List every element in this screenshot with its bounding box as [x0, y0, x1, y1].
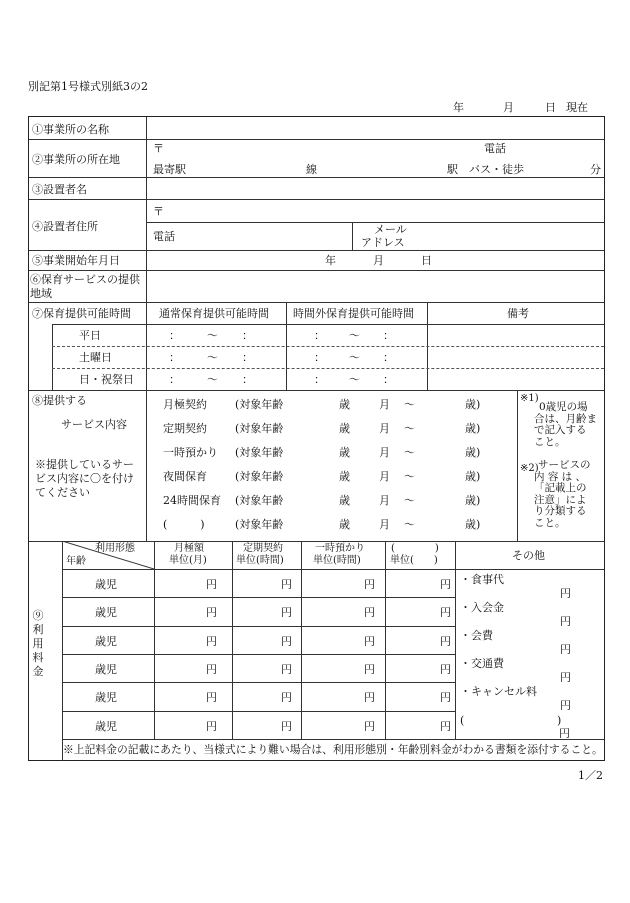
age-unit: 歳 [339, 398, 350, 411]
start-date-label: ⑤事業開始年月日 [32, 254, 120, 267]
month-unit: 月 [379, 494, 390, 507]
application-form-table [28, 116, 605, 761]
other-fee-item: ・キャンセル料 [460, 685, 537, 698]
note2-line: 注意」によ [534, 493, 587, 506]
date-month-label: 月 [503, 101, 514, 114]
other-header: その他 [512, 549, 545, 562]
hours-separator: ： [383, 351, 394, 364]
hours-separator: 〜 [349, 351, 360, 364]
age-unit: 歳 [339, 494, 350, 507]
other-fee-item: ・会費 [460, 629, 493, 642]
other-paren-open: ( [460, 714, 465, 727]
hours-separator: 〜 [349, 373, 360, 386]
note1-line: こと。 [534, 435, 566, 448]
age-header: 年齢 [66, 556, 86, 567]
hours-separator: 〜 [207, 329, 218, 342]
yen-unit: 円 [281, 634, 292, 648]
other-paren-close: ) [557, 714, 562, 727]
regular-contract-header-2: 単位(時間) [236, 555, 284, 566]
day-label: 平日 [79, 329, 101, 342]
yen-unit: 円 [440, 691, 451, 705]
custom-header-1: ( ) [391, 543, 439, 554]
month-unit: 月 [379, 470, 390, 483]
age-close: 歳) [465, 398, 481, 411]
target-age-label: (対象年齢 [235, 398, 284, 411]
fees-label: ⑨利用料金 [32, 609, 44, 678]
start-day-label: 日 [421, 254, 432, 267]
hours-separator: ： [242, 329, 253, 342]
hours-separator: ： [314, 329, 325, 342]
day-label: 土曜日 [79, 351, 112, 364]
age-row-label: 歳児 [95, 691, 117, 705]
yen-unit: 円 [440, 719, 451, 733]
hours-separator: ： [242, 373, 253, 386]
founder-address-label: ④設置者住所 [32, 220, 98, 233]
age-unit: 歳 [339, 422, 350, 435]
line-label: 線 [306, 163, 317, 176]
range-tilde: 〜 [404, 494, 415, 507]
custom-header-2: 単位( ) [390, 555, 438, 566]
service-item: 夜間保育 [163, 470, 207, 483]
other-fee-item: ・入会金 [460, 601, 504, 614]
other-custom-yen: 円 [559, 727, 570, 740]
address-phone-label: 電話 [484, 142, 506, 155]
target-age-label: (対象年齢 [235, 422, 284, 435]
monthly-header-1: 月極額 [174, 543, 204, 554]
note2-line: 「記載上の [534, 482, 587, 494]
hours-separator: 〜 [349, 329, 360, 342]
other-fee-yen: 円 [560, 587, 571, 600]
age-close: 歳) [465, 494, 481, 507]
age-close: 歳) [465, 518, 481, 531]
note1-line: 0歳児の場 [539, 401, 588, 413]
note1-line: で記入する [534, 424, 587, 436]
fees-footnote: ※上記料金の記載にあたり、当様式により難い場合は、利用形態別・年齢別料金がわかる書類を添付すること。 [63, 743, 603, 756]
date-current-label: 現在 [566, 101, 588, 114]
founder-name-label: ③設置者名 [32, 183, 87, 196]
note2-line: 内 容 は 、 [534, 470, 587, 483]
date-day-label: 日 [545, 101, 556, 114]
nearest-station-label: 最寄駅 [153, 163, 186, 176]
age-row-label: 歳児 [95, 662, 117, 676]
day-label: 日・祝祭日 [79, 373, 134, 386]
hours-separator: ： [383, 329, 394, 342]
usage-type-header: 利用形態 [95, 543, 135, 554]
yen-unit: 円 [206, 578, 217, 591]
start-year-label: 年 [325, 254, 336, 267]
target-age-label: (対象年齢 [235, 446, 284, 459]
services-instruction-1: ※提供しているサー [35, 458, 134, 471]
note2-line: こと。 [534, 516, 566, 529]
service-area-label-1: ⑥保育サービスの提供 [30, 273, 140, 286]
hours-separator: ： [169, 351, 180, 364]
range-tilde: 〜 [404, 446, 415, 459]
other-fee-yen: 円 [560, 699, 571, 712]
station-label: 駅 [447, 163, 458, 176]
minutes-label: 分 [590, 163, 601, 176]
other-fee-item: ・食事代 [460, 573, 504, 586]
note1-line: 合は、月齢ま [534, 412, 597, 425]
hours-separator: ： [383, 373, 394, 386]
month-unit: 月 [379, 422, 390, 435]
service-item: 月極契約 [163, 398, 207, 411]
yen-unit: 円 [206, 662, 217, 676]
start-month-label: 月 [373, 254, 384, 267]
other-fee-yen: 円 [560, 615, 571, 628]
yen-unit: 円 [206, 719, 217, 733]
yen-unit: 円 [281, 719, 292, 733]
hours-label: ⑦保育提供可能時間 [32, 307, 131, 320]
founder-postal-mark: 〒 [153, 205, 164, 218]
mail-label-2: アドレス [361, 236, 405, 249]
service-item: 24時間保育 [163, 494, 221, 507]
hours-separator: 〜 [207, 373, 218, 386]
hours-separator: ： [169, 329, 180, 342]
yen-unit: 円 [364, 719, 375, 733]
other-fee-item: ・交通費 [460, 657, 504, 670]
note1-mark: ※1) [520, 393, 539, 404]
target-age-label: (対象年齢 [235, 494, 284, 507]
note2-mark: ※2) [520, 463, 539, 474]
yen-unit: 円 [440, 578, 451, 591]
services-label: ⑧提供する [32, 394, 87, 407]
yen-unit: 円 [281, 662, 292, 676]
yen-unit: 円 [281, 691, 292, 705]
service-area-label-2: 地域 [30, 287, 52, 300]
services-sublabel: サービス内容 [61, 418, 127, 431]
founder-phone-label: 電話 [153, 230, 175, 243]
remarks-header: 備考 [507, 307, 529, 320]
hours-separator: 〜 [207, 351, 218, 364]
note2-line: り分類する [534, 505, 587, 517]
date-year-label: 年 [453, 101, 464, 114]
extra-hours-header: 時間外保育提供可能時間 [293, 307, 414, 320]
yen-unit: 円 [281, 606, 292, 620]
mail-label-1: メール [374, 223, 407, 236]
services-instruction-3: てください [35, 486, 90, 499]
hours-separator: ： [314, 351, 325, 364]
yen-unit: 円 [206, 606, 217, 620]
age-unit: 歳 [339, 446, 350, 459]
hours-separator: ： [314, 373, 325, 386]
other-fee-yen: 円 [560, 671, 571, 684]
month-unit: 月 [379, 446, 390, 459]
service-item: 定期契約 [163, 422, 207, 435]
age-unit: 歳 [339, 518, 350, 531]
business-address-label: ②事業所の所在地 [32, 153, 120, 166]
range-tilde: 〜 [404, 470, 415, 483]
target-age-label: (対象年齢 [235, 470, 284, 483]
age-close: 歳) [465, 470, 481, 483]
yen-unit: 円 [440, 662, 451, 676]
other-fee-yen: 円 [560, 643, 571, 656]
business-name-label: ①事業所の名称 [32, 123, 109, 136]
yen-unit: 円 [364, 634, 375, 648]
service-item: ( ) [163, 518, 205, 531]
hours-separator: ： [242, 351, 253, 364]
yen-unit: 円 [206, 691, 217, 705]
bus-walk-label: バス・徒歩 [469, 163, 524, 176]
regular-contract-header-1: 定期契約 [243, 543, 283, 554]
yen-unit: 円 [440, 606, 451, 620]
form-id: 別記第1号様式別紙3の2 [28, 80, 148, 93]
range-tilde: 〜 [404, 422, 415, 435]
age-row-label: 歳児 [95, 606, 117, 620]
note2-line: サービスの [538, 459, 591, 471]
age-close: 歳) [465, 446, 481, 459]
age-row-label: 歳児 [95, 719, 117, 733]
regular-hours-header: 通常保育提供可能時間 [159, 307, 269, 320]
month-unit: 月 [379, 518, 390, 531]
yen-unit: 円 [364, 662, 375, 676]
services-instruction-2: ビス内容に〇を付け [35, 472, 134, 485]
age-close: 歳) [465, 422, 481, 435]
hours-separator: ： [169, 373, 180, 386]
yen-unit: 円 [364, 578, 375, 591]
postal-mark: 〒 [153, 142, 164, 155]
temporary-header-2: 単位(時間) [313, 555, 361, 566]
range-tilde: 〜 [404, 518, 415, 531]
yen-unit: 円 [206, 634, 217, 648]
age-row-label: 歳児 [95, 634, 117, 648]
yen-unit: 円 [364, 691, 375, 705]
target-age-label: (対象年齢 [235, 518, 284, 531]
range-tilde: 〜 [404, 398, 415, 411]
age-row-label: 歳児 [95, 578, 117, 591]
monthly-header-2: 単位(月) [169, 555, 207, 566]
temporary-header-1: 一時預かり [315, 543, 365, 554]
yen-unit: 円 [440, 634, 451, 648]
page-number: 1／2 [578, 769, 603, 782]
month-unit: 月 [379, 398, 390, 411]
yen-unit: 円 [281, 578, 292, 591]
age-unit: 歳 [339, 470, 350, 483]
yen-unit: 円 [364, 606, 375, 620]
service-item: 一時預かり [163, 446, 218, 459]
